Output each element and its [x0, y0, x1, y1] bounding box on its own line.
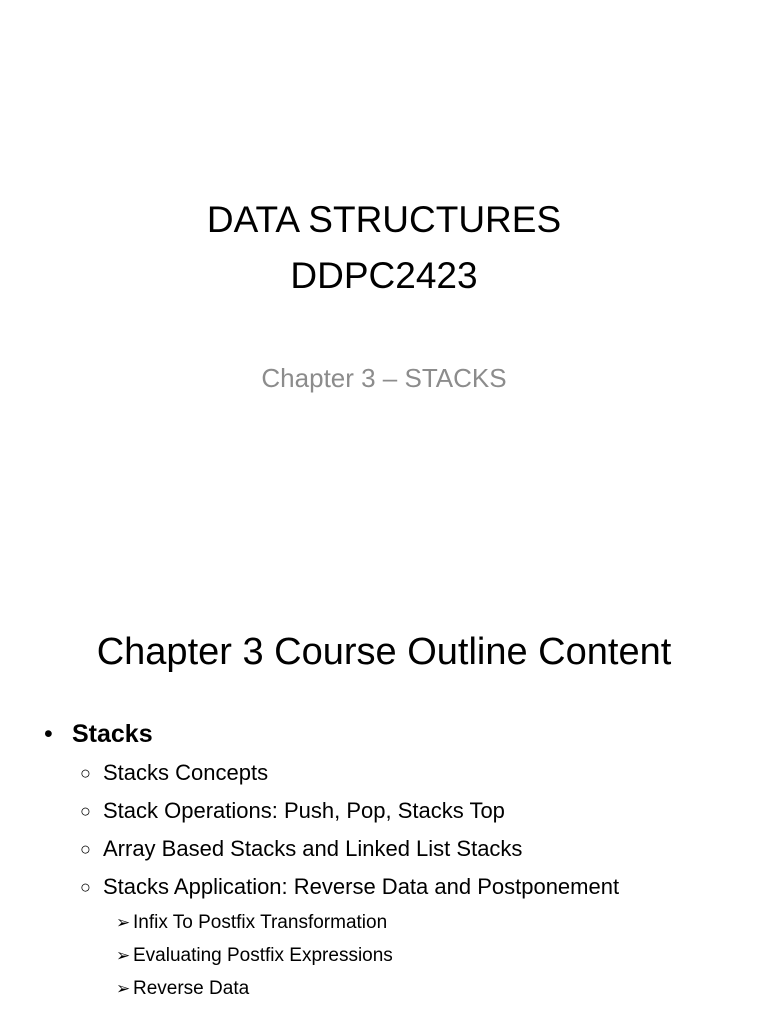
bullet-dot-icon: • — [44, 720, 53, 748]
outline-item — [44, 830, 744, 868]
bullet-circle-icon: ○ — [80, 763, 91, 783]
outline-subitem — [44, 939, 744, 972]
outline-item-label: Stacks Concepts — [103, 760, 269, 785]
arrow-bullet-icon: ➢ — [116, 979, 131, 998]
outline-heading — [44, 714, 744, 754]
slide-subtitle: Chapter 3 – STACKS — [261, 363, 507, 393]
outline-item-label: Stacks Application: Reverse Data and Postponement — [103, 874, 620, 899]
outline-item-label: Array Based Stacks and Linked List Stacks — [103, 836, 523, 861]
outline-item — [44, 868, 744, 906]
course-code: DDPC2423 — [290, 255, 478, 296]
outline-subitem-label: Infix To Postfix Transformation — [133, 912, 388, 933]
outline-title: Chapter 3 Course Outline Content — [96, 631, 672, 673]
bullet-circle-icon: ○ — [80, 839, 91, 859]
outline-list — [44, 714, 744, 1005]
arrow-bullet-icon: ➢ — [116, 913, 131, 932]
bullet-circle-icon: ○ — [80, 877, 91, 897]
outline-item — [44, 792, 744, 830]
outline-item — [44, 754, 744, 792]
course-title: DATA STRUCTURES — [206, 199, 562, 240]
outline-item-label: Stack Operations: Push, Pop, Stacks Top — [103, 798, 505, 823]
arrow-bullet-icon: ➢ — [116, 946, 131, 965]
outline-subitem — [44, 906, 744, 939]
outline-heading-label: Stacks — [72, 720, 153, 748]
bullet-circle-icon: ○ — [80, 801, 91, 821]
outline-subitem — [44, 972, 744, 1005]
outline-subitem-label: Evaluating Postfix Expressions — [133, 945, 393, 966]
slide-title — [0, 192, 768, 304]
outline-subitem-label: Reverse Data — [133, 978, 250, 999]
outline-slide — [0, 576, 768, 1024]
